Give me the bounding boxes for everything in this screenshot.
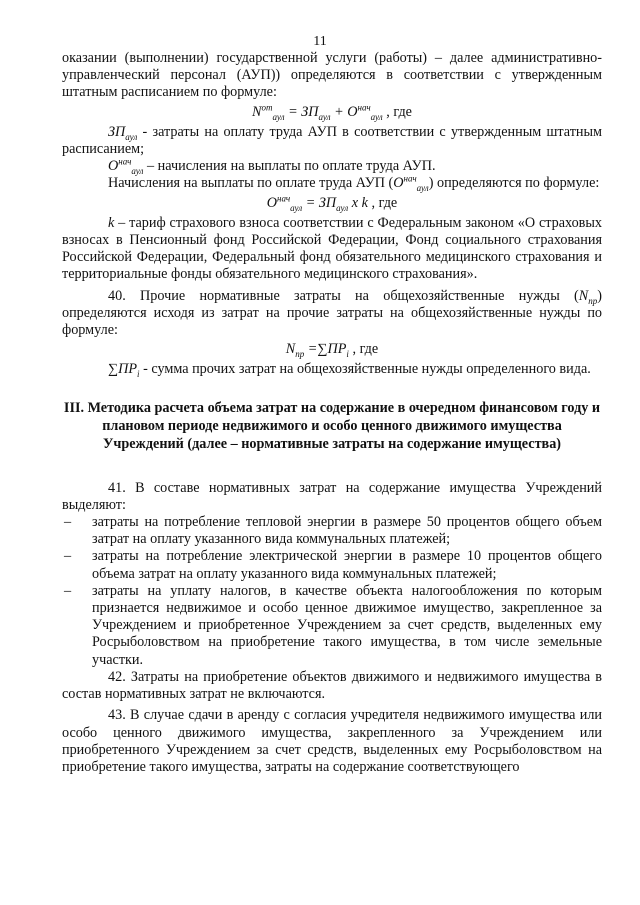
formula-term: О xyxy=(266,194,278,211)
formula-sub: аул xyxy=(370,111,383,122)
definition-text: - затраты на оплату труда АУП в соответствии с утвержденным штатным расписанием; xyxy=(62,123,602,158)
paragraph-aup-intro: оказании (выполнении) государственной услуги (работы) – далее административно-управленческий персонал (АУП)) определяются в соответствии с утвержденным штатным расписанием по формуле: xyxy=(62,50,602,101)
paragraph-40 xyxy=(62,288,602,340)
document-body xyxy=(62,50,602,776)
symbol-sub: аул xyxy=(416,183,429,194)
page-number: 11 xyxy=(313,34,327,49)
definition-zp-aup xyxy=(62,124,602,158)
paragraph-42: 42. Затраты на приобретение объектов движимого и недвижимого имущества в состав нормативных затрат не включаются. xyxy=(62,668,602,703)
formula-sub: аул xyxy=(272,111,285,122)
definition-o-nach xyxy=(62,158,602,175)
definition-text: - сумма прочих затрат на общехозяйственные нужды определенного вида. xyxy=(139,361,591,378)
list-item: – затраты на потребление тепловой энергии в размере 50 процентов общего объем затрат на оплату указанного вида коммунальных платежей; xyxy=(62,514,602,548)
formula-sup: нач xyxy=(357,101,371,112)
symbol-sub: i xyxy=(137,369,140,380)
symbol-sub: аул xyxy=(125,131,138,142)
paragraph-text: 40. Прочие нормативные затраты на общехозяйственные нужды ( xyxy=(108,287,579,304)
formula-sub: пр xyxy=(295,349,305,360)
formula-accruals xyxy=(62,192,602,213)
formula-op: x xyxy=(348,194,362,211)
formula-term: k xyxy=(361,194,368,211)
symbol: k xyxy=(108,214,115,231)
formula-op: = xyxy=(284,103,302,120)
cost-list xyxy=(62,514,602,669)
paragraph-text: ) определяются по формуле: xyxy=(428,175,600,192)
formula-op: = xyxy=(302,194,319,211)
symbol-sup: нач xyxy=(403,173,417,184)
paragraph-text: Начисления на выплаты по оплате труда АУП ( xyxy=(108,175,394,192)
formula-op: = xyxy=(304,341,318,358)
formula-other-costs xyxy=(62,341,602,358)
paragraph-43: 43. В случае сдачи в аренду с согласия учредителя недвижимого имущества или особо ценного движимого имущества, закрепленного за Учреждением или приобретенного Учреждением за счет средств, выделенных ему Росрыболовством на приобретение такого имущества, затраты на содержание соответствующего xyxy=(62,707,602,775)
definition-sum-pr xyxy=(62,361,602,378)
symbol-sub: пр xyxy=(588,295,598,306)
symbol: N xyxy=(578,287,589,304)
formula-sub: аул xyxy=(290,202,303,213)
definition-text: – тариф страхового взноса соответствии с Федеральным законом «О страховых взносах в Пенсионный фонд Российской Федерации, Фонд социального страхования Российской Федерации, Федеральный фонд обязательного медицинского страхования и территориальные фонды обязательного медицинского страхования». xyxy=(62,214,602,283)
symbol-sup: нач xyxy=(118,156,132,167)
formula-term: ЗП xyxy=(301,103,319,120)
formula-tail: , где xyxy=(367,194,398,211)
symbol-sub: аул xyxy=(131,166,144,177)
symbol: ∑ПР xyxy=(108,361,138,378)
definition-text: – начисления на выплаты по оплате труда АУП. xyxy=(143,158,436,175)
formula-term: О xyxy=(347,103,358,120)
formula-sub: аул xyxy=(336,202,349,213)
definition-k-tariff xyxy=(62,215,602,284)
formula-aup-salary xyxy=(62,101,602,122)
formula-sup: от xyxy=(261,101,273,112)
symbol: О xyxy=(393,175,404,192)
paragraph-text: ) определяются исходя из затрат на прочие затраты на общехозяйственные нужды по формуле: xyxy=(62,287,602,339)
formula-sub: аул xyxy=(318,111,331,122)
formula-tail: , где xyxy=(348,341,379,358)
list-item: – затраты на уплату налогов, в качестве объекта налогообложения по которым признается недвижимое и особо ценное движимое имущество, закрепленное за Учреждением и приобретенное Учреждением за счет средств, выделенных ему Росрыболовством на приобретение такого имущества, в том числе земельные участки. xyxy=(62,583,602,669)
formula-term: ЗП xyxy=(318,194,337,211)
formula-term: ∑ПР xyxy=(317,341,347,358)
formula-term: N xyxy=(285,341,296,358)
formula-sub: i xyxy=(346,349,349,360)
list-item: – затраты на потребление электрической энергии в размере 10 процентов общего объема затрат на оплату указанного вида коммунальных платежей; xyxy=(62,548,602,582)
paragraph-41: 41. В составе нормативных затрат на содержание имущества Учреждений выделяют: xyxy=(62,479,602,513)
symbol: О xyxy=(108,158,119,175)
formula-sup: нач xyxy=(277,192,291,203)
formula-op: + xyxy=(330,103,348,120)
formula-tail: , где xyxy=(382,103,412,120)
formula-term: N xyxy=(252,103,262,120)
paragraph-accruals xyxy=(62,175,602,192)
symbol: ЗП xyxy=(108,123,126,140)
section-heading-iii: III. Методика расчета объема затрат на содержание в очередном финансовом году и плановом периоде недвижимого и особо ценного движимого имущества Учреждений (далее – нормативные затраты на содержание имущества) xyxy=(63,399,601,452)
